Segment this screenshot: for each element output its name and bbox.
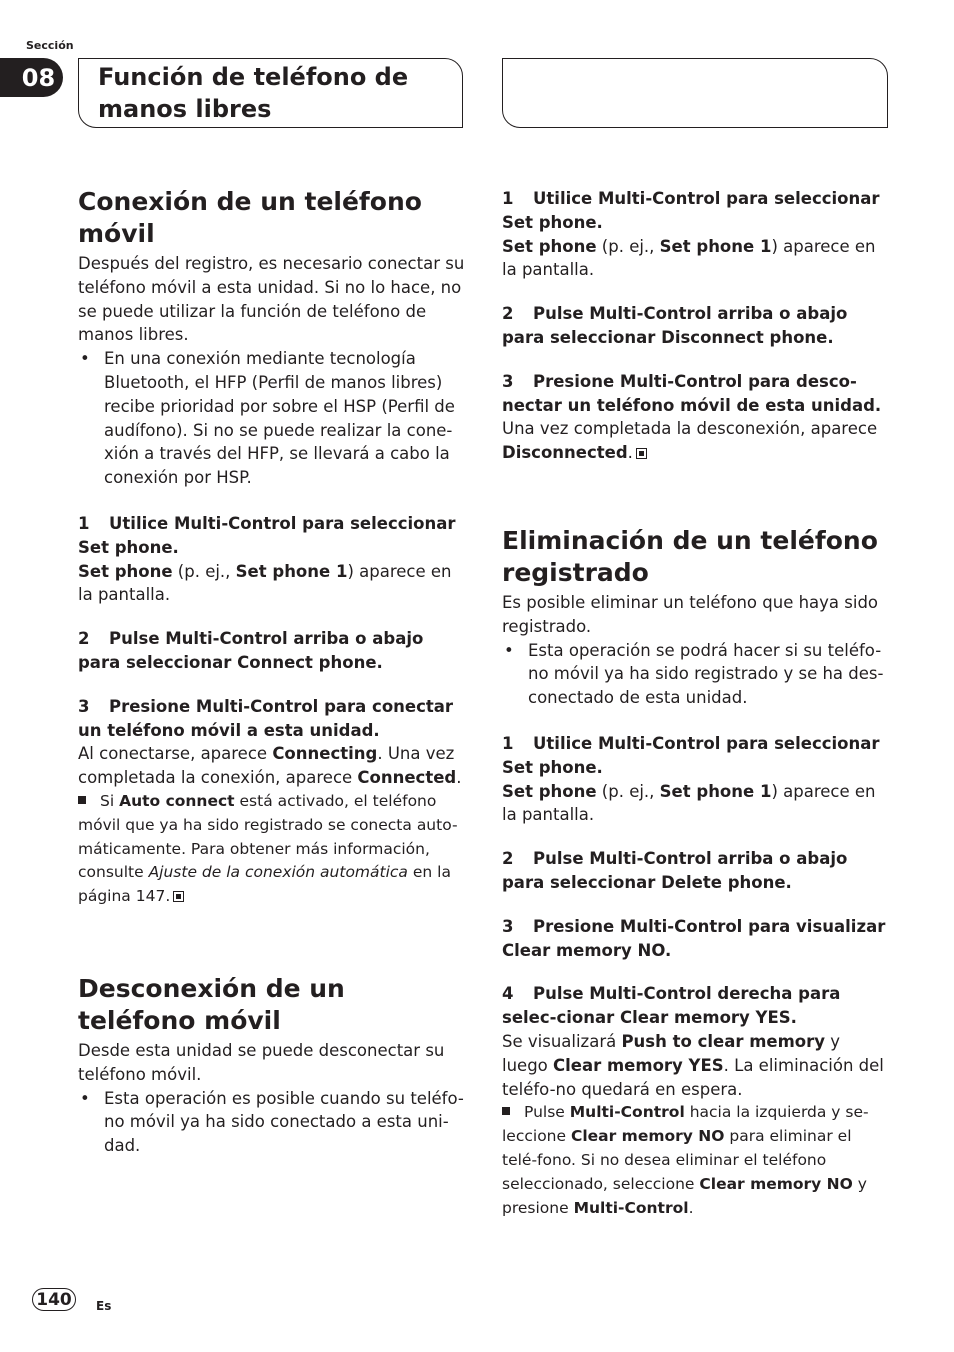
language-code: Es [96, 1299, 112, 1313]
chapter-title-line1: Función de teléfono de [98, 63, 409, 91]
step-2: 2 Pulse Multi-Control arriba o abajo para seleccionar Disconnect phone. [502, 304, 848, 347]
section-desconexion-steps [502, 187, 888, 465]
step-3: 3 Presione Multi-Control para conectar un teléfono móvil a esta unidad. [78, 696, 454, 740]
step-1: 1 Utilice Multi-Control para seleccionar Set phone. [78, 513, 456, 557]
step-2: 2 Pulse Multi-Control arriba o abajo para seleccionar Delete phone. [502, 849, 848, 892]
bullet-dot-icon: • [80, 1088, 90, 1108]
bullet-dot-icon: • [80, 349, 90, 369]
intro-paragraph: Es posible eliminar un teléfono que haya sido registrado. [502, 593, 879, 636]
step-3-description: Al conectarse, aparece Connecting. Una vez completada la conexión, aparece Connected. [78, 744, 462, 788]
step-3: 3 Presione Multi-Control para desco-nectar un teléfono móvil de esta unidad. [502, 371, 882, 415]
step-1-description: Set phone (p. ej., Set phone 1) aparece en la pantalla. [502, 236, 876, 280]
intro-paragraph: Después del registro, es necesario conectar su teléfono móvil a esta unidad. Si no lo hace, no se puede utilizar la función de teléfono de manos libres. [78, 254, 465, 345]
section-label: Sección [26, 39, 74, 52]
note-paragraph: Si Auto connect está activado, el teléfono móvil que ya ha sido registrado se conecta auto-máticamente. Para obtener más información, consulte Ajuste de la conexión automática en la página 147. [78, 791, 458, 906]
step-1-description: Set phone (p. ej., Set phone 1) aparece en la pantalla. [502, 781, 876, 825]
step-1: 1 Utilice Multi-Control para seleccionar Set phone. [502, 733, 880, 777]
intro-paragraph: Desde esta unidad se puede desconectar su teléfono móvil. [78, 1041, 445, 1084]
end-mark-icon [636, 448, 647, 459]
end-mark-icon [173, 891, 184, 902]
chapter-title-line2: manos libres [98, 95, 272, 123]
section-eliminacion [502, 525, 888, 1220]
header-empty-box [502, 58, 888, 128]
section-number-badge: 08 [0, 58, 63, 97]
step-1: 1 Utilice Multi-Control para seleccionar Set phone. [502, 189, 880, 232]
chapter-title-box [78, 58, 463, 128]
note-paragraph: Pulse Multi-Control hacia la izquierda y se-leccione Clear memory NO para eliminar el telé-fono. Si no desea eliminar el teléfono seleccionado, seleccione Clear memory NO y presione Multi-Control. [502, 1103, 869, 1217]
step-4-description: Se visualizará Push to clear memory y luego Clear memory YES. La eliminación del teléfo-no quedará en espera. [502, 1031, 884, 1099]
step-4: 4 Pulse Multi-Control derecha para selec-cionar Clear memory YES. [502, 984, 841, 1028]
section-conexion [78, 186, 468, 909]
section-title: Eliminación de un teléfono registrado [502, 526, 878, 587]
step-2: 2 Pulse Multi-Control arriba o abajo para seleccionar Connect phone. [78, 629, 424, 672]
page-number: 140 [32, 1288, 76, 1311]
note-marker-icon [78, 796, 86, 804]
step-1-description: Set phone (p. ej., Set phone 1) aparece en la pantalla. [78, 561, 452, 605]
bullet-item: • Esta operación es posible cuando su teléfo-no móvil ya ha sido conectado a esta uni-dad. [80, 1088, 464, 1156]
step-3-description: Una vez completada la desconexión, aparece Disconnected. [502, 419, 878, 463]
section-title: Conexión de un teléfono móvil [78, 187, 422, 248]
section-title: Desconexión de un teléfono móvil [78, 974, 345, 1035]
bullet-dot-icon: • [504, 640, 514, 660]
step-3: 3 Presione Multi-Control para visualizar Clear memory NO. [502, 916, 886, 960]
bullet-item: • En una conexión mediante tecnología Bluetooth, el HFP (Perfil de manos libres) recibe prioridad por sobre el HSP (Perfil de audífono). Si no se puede realizar la cone-xión a través del HFP, se llevará a cabo la conexión por HSP. [80, 349, 455, 488]
section-desconexion-intro [78, 973, 468, 1158]
note-marker-icon [502, 1107, 510, 1115]
bullet-item: • Esta operación se podrá hacer si su teléfo-no móvil ya ha sido registrado y se ha des-conectado de esta unidad. [504, 640, 884, 708]
